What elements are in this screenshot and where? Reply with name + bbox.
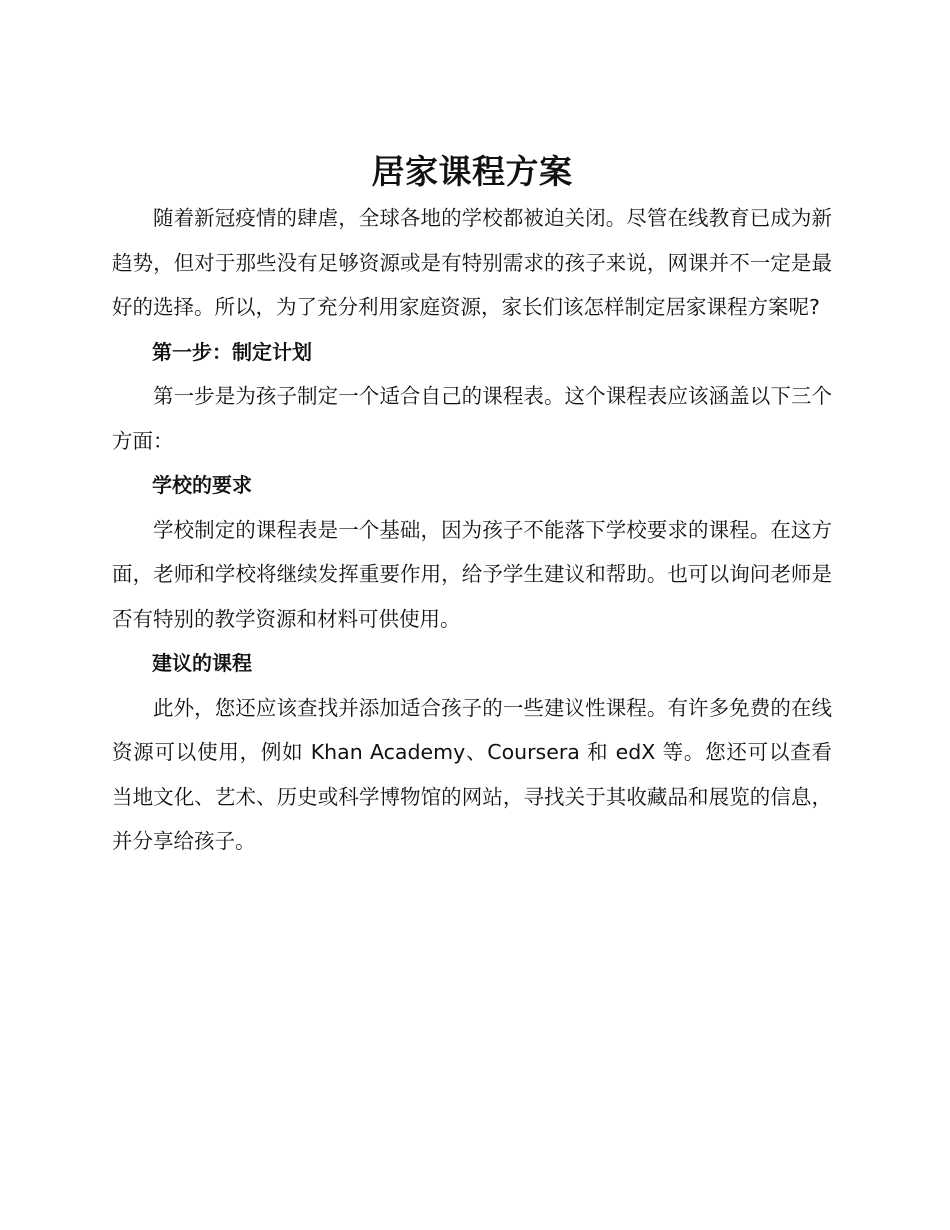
- section-heading-suggested-courses: 建议的课程: [152, 651, 252, 675]
- section-body-suggested-courses: 此外，您还应该查找并添加适合孩子的一些建议性课程。有许多免费的在线资源可以使用，例如 Khan Academy、Coursera 和 edX 等。您还可以查看当地文化、艺术、历史或科学博物馆的网站，寻找关于其收藏品和展览的信息，并分享给孩子。: [112, 695, 832, 853]
- intro-paragraph: 随着新冠疫情的肆虐，全球各地的学校都被迫关闭。尽管在线教育已成为新趋势，但对于那些没有足够资源或是有特别需求的孩子来说，网课并不一定是最好的选择。所以，为了充分利用家庭资源，家长们该怎样制定居家课程方案呢?: [112, 206, 832, 319]
- section-body-school-requirements: 学校制定的课程表是一个基础，因为孩子不能落下学校要求的课程。在这方面，老师和学校将继续发挥重要作用，给予学生建议和帮助。也可以询问老师是否有特别的教学资源和材料可供使用。: [112, 517, 832, 631]
- section-body-plan: 第一步是为孩子制定一个适合自己的课程表。这个课程表应该涵盖以下三个方面：: [112, 384, 832, 453]
- section-heading-plan: 第一步：制定计划: [152, 339, 312, 364]
- document-title: 居家课程方案: [371, 152, 573, 191]
- section-heading-school-requirements: 学校的要求: [152, 473, 252, 497]
